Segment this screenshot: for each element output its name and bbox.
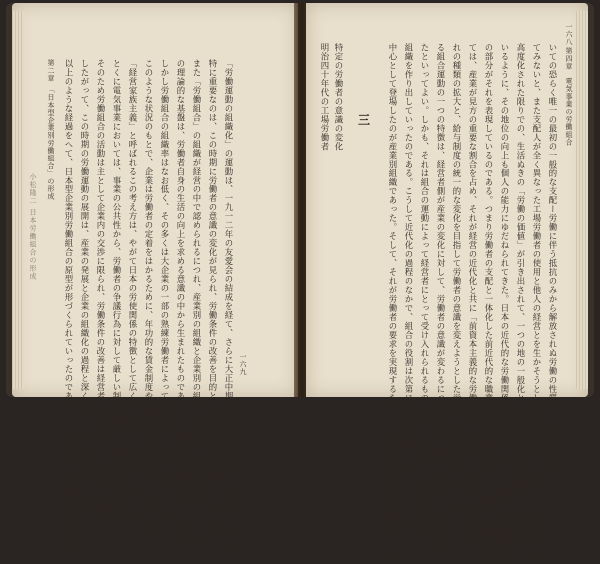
- right-column-2: てみないと、また支配人が全く異なった工場労働者の使用と他人の経営とを生かそうとしたものがあるとしても、この法律による: [532, 43, 542, 564]
- right-column-bottom-1: 特定の労働者の意識の変化: [334, 43, 344, 151]
- right-column-10: 組織を作り出していったのである。こうして近代化の過程のなかで、組合の役割は次第に企業の内部へと向かっていった。: [404, 43, 414, 538]
- left-margin-text: 小松隆二 日本労働組合の形成: [29, 173, 37, 281]
- right-column-5: の部分がそれを表現しているのである。つまり労働者の支配と一体化した前近代的な職業と雇用関係の上で、それは「前近代的な: [484, 43, 494, 564]
- right-running-header: 第四章 電気事業の労働組合: [565, 47, 573, 146]
- right-column-6: ては、産業が見方の重要な割合を占め、それが経営の近代化と共に「前資本主義的な労働関係」の残存として残ったのである。: [468, 43, 478, 556]
- left-column-3: また「労働組合」の組織が経営の中で認められるにつれ、産業別の組織と企業別の組織とが並存するようになっていった。: [192, 59, 202, 554]
- right-column-8: る組合運動の一つの特徴は、経営者側が産業の変化に対して、労働者の意識が変わるにつれて組織されるようになった点にある。: [436, 43, 446, 564]
- left-column-8: とくに電気事業においては、事業の公共性から、労働者の争議行為に対して厳しい制限が加えられていたのである。: [112, 59, 122, 527]
- right-page: [306, 3, 588, 564]
- left-column-4: の理論的な基盤は、労働者自身の生活の向上を求める意識の中から生まれたものであり、それが労使関係を大きく変えた。: [176, 59, 186, 554]
- left-column-2: 特に重要なのは、この時期に労働者の意識の変化が見られ、労働条件の改善を目的とする団体交渉が現れたことである。: [208, 59, 218, 545]
- left-running-header: 第二章 「日本型企業別労働組合」の形成: [47, 59, 55, 200]
- right-page-edges: [576, 11, 588, 389]
- left-column-9: そのため労働組合の活動は主として企業内の交渉に限られ、労働条件の改善は経営者との協議によって進められた。: [96, 59, 106, 527]
- left-column-6: このような状況のもとで、企業は労働者の定着をはかるために、年功的な賃金制度や福利厚生を整えていったのである。: [144, 59, 154, 545]
- left-column-7: 「経営家族主義」と呼ばれるこの考え方は、やがて日本の労使関係の特徴として広く知られるようになっていった。: [128, 59, 138, 527]
- right-column-bottom-2: 明治四十年代の工場労働者: [320, 43, 330, 151]
- open-book: [6, 3, 594, 564]
- right-column-3: 高度化された限りでの、生活ぬきの「労働の価値」が引き出されて、一つの地の一般化と、同業者の身分的拘束が一般的になって: [516, 43, 526, 564]
- left-page-edges: [12, 11, 24, 389]
- right-column-11: 中心として登場したのが産業別組織であった。そして、それが労働者の要求を実現するための、最初の団体交渉の基盤となった。: [388, 43, 398, 564]
- left-column-10: したがって、この時期の労働運動の展開は、産業の発展と企業の組織化の過程と深く結びついていたといえよう。: [80, 59, 90, 518]
- right-column-7: れの種類の拡大と、給与制度の統一的な変化を目指して労働者の意識を変えようとした労働者の組織化がはじまった。: [452, 43, 462, 520]
- left-column-1: 「労働運動の組織化」の運動は、一九一二年の友愛会の結成を経て、さらに大正中期には全国的な組織へと発展していった。: [224, 59, 234, 563]
- left-column-5: しかし労働組合の組織率はなお低く、その多くは大企業の一部の熟練労働者によって担われていたにすぎなかった。: [160, 59, 170, 527]
- left-page: [12, 3, 298, 563]
- left-page-number: 一六九: [239, 353, 247, 376]
- right-page-number: 一六八: [565, 23, 573, 46]
- right-column-1: いての恐らく唯一の最初の一般的な支配ー労働に伴う抵抗のみから解放されぬ労働の性質からの規定を排除しつつ: [548, 43, 558, 502]
- right-column-4: いるように、その地位の向上も個人の能力にゆだねられてきた。日本の近代的な労働関係の成立に関して、それは「前資本制的な: [500, 43, 510, 564]
- left-column-11: 以上のような経過をへて、日本型企業別労働組合の原型が形づくられていったのである。その意味でこの時期は重要である。: [64, 59, 74, 563]
- section-numeral: 三: [358, 113, 371, 127]
- right-column-9: たといってよい。しかも、それは組合の運動によって経営者にとって受け入れられるものとなり、やがて「日本的労働組合」の: [420, 43, 430, 556]
